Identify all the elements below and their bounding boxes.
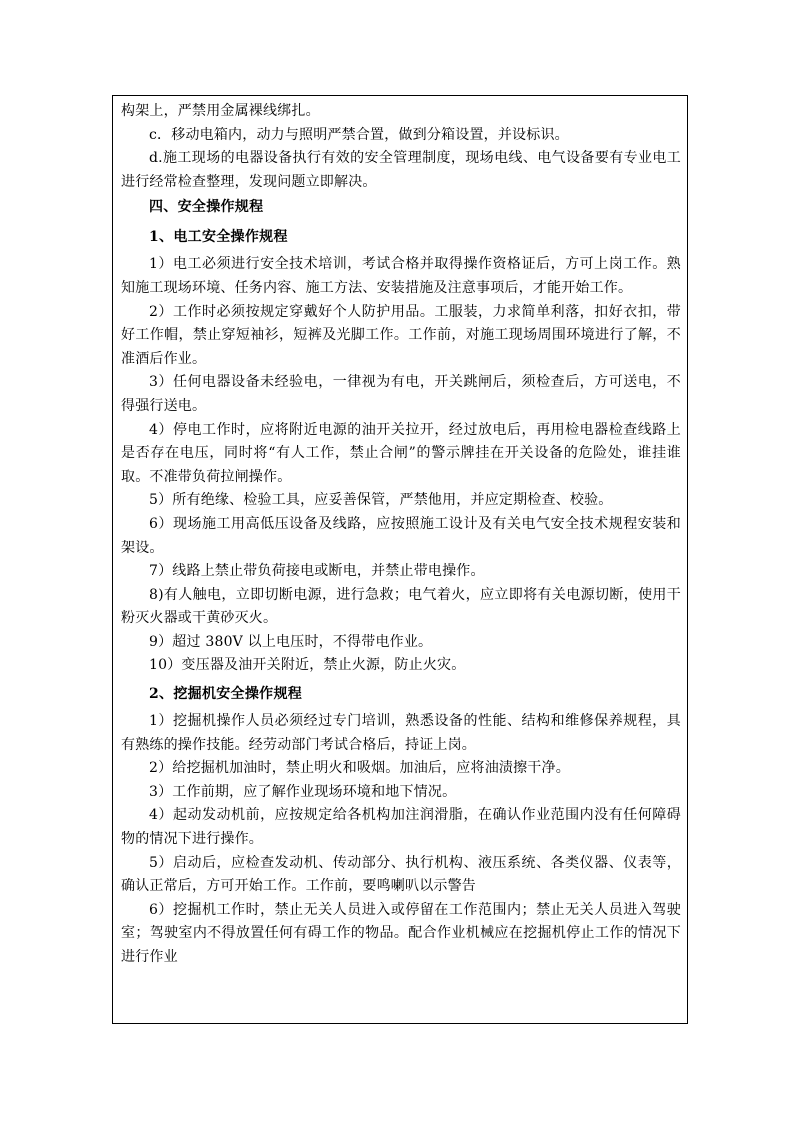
rule-c-paragraph: c．移动电箱内，动力与照明严禁合置，做到分箱设置，并设标识。 bbox=[149, 126, 569, 143]
excavator-rule-1: 1）挖掘机操作人员必须经过专门培训，熟悉设备的性能、结构和维修保养规程，具有熟练的操作技能。经劳动部门考试合格后，持证上岗。 bbox=[121, 713, 681, 753]
electrician-rule-4: 4）停电工作时，应将附近电源的油开关拉开，经过放电后，再用检电器检查线路上是否存在电压，同时将“有人工作，禁止合闸”的警示牌挂在开关设备的危险处，谁挂谁取。不准带负荷拉闸操作。 bbox=[121, 421, 681, 485]
continuation-line-1: 构架上，严禁用金属裸线绑扎。 bbox=[121, 103, 320, 119]
excavator-rule-3: 3）工作前期，应了解作业现场环境和地下情况。 bbox=[149, 783, 457, 800]
electrician-rule-10: 10）变压器及油开关附近，禁止火源，防止火灾。 bbox=[149, 657, 466, 674]
excavator-rule-5: 5）启动后，应检查发动机、传动部分、执行机构、液压系统、各类仪器、仪表等，确认正常后，方可开始工作。工作前，要鸣喇叭以示警告 bbox=[121, 854, 681, 895]
rule-d-paragraph: d.施工现场的电器设备执行有效的安全管理制度，现场电线、电气设备要有专业电工进行经常检查整理，发现问题立即解决。 bbox=[121, 150, 681, 190]
section-heading-safety-procedures: 四、安全操作规程 bbox=[149, 199, 264, 216]
excavator-rule-4: 4）起动发动机前，应按规定给各机构加注润滑脂，在确认作业范围内没有任何障碍物的情况下进行操作。 bbox=[121, 807, 681, 848]
electrician-rule-3: 3）任何电器设备未经验电，一律视为有电，开关跳闸后，须检查后，方可送电，不得强行送电。 bbox=[121, 374, 681, 414]
excavator-rule-6: 6）挖掘机工作时，禁止无关人员进入或停留在工作范围内；禁止无关人员进入驾驶室；驾驶室内不得放置任何有碍工作的物品。配合作业机械应在挖掘机停止工作的情况下进行作业 bbox=[121, 901, 681, 965]
electrician-rule-1: 1）电工必须进行安全技术培训，考试合格并取得操作资格证后，方可上岗工作。熟知施工现场环境、任务内容、施工方法、安装措施及注意事项后，才能开始工作。 bbox=[121, 256, 681, 296]
electrician-rule-5: 5）所有绝缘、检验工具，应妥善保管，严禁他用，并应定期检查、校验。 bbox=[149, 492, 613, 509]
electrician-rule-7: 7）线路上禁止带负荷接电或断电，并禁止带电操作。 bbox=[149, 563, 485, 580]
subheading-electrician-rules: 1、电工安全操作规程 bbox=[149, 229, 288, 246]
electrician-rule-9: 9）超过 380V 以上电压时，不得带电作业。 bbox=[149, 633, 433, 650]
electrician-rule-8: 8)有人触电，立即切断电源，进行急救；电气着火，应立即将有关电源切断，使用干粉灭火器或干黄砂灭火。 bbox=[121, 586, 681, 627]
document-table-cell bbox=[112, 95, 688, 1024]
electrician-rule-6: 6）现场施工用高低压设备及线路，应按照施工设计及有关电气安全技术规程安装和架设。 bbox=[121, 515, 681, 556]
subheading-excavator-rules: 2、挖掘机安全操作规程 bbox=[149, 686, 303, 703]
electrician-rule-2: 2）工作时必须按规定穿戴好个人防护用品。工服装，力求简单利落，扣好衣扣，带好工作帽，禁止穿短袖衫，短裤及光脚工作。工作前，对施工现场周围环境进行了解，不准酒后作业。 bbox=[121, 303, 681, 367]
excavator-rule-2: 2）给挖掘机加油时，禁止明火和吸烟。加油后，应将油渍擦干净。 bbox=[149, 760, 570, 777]
